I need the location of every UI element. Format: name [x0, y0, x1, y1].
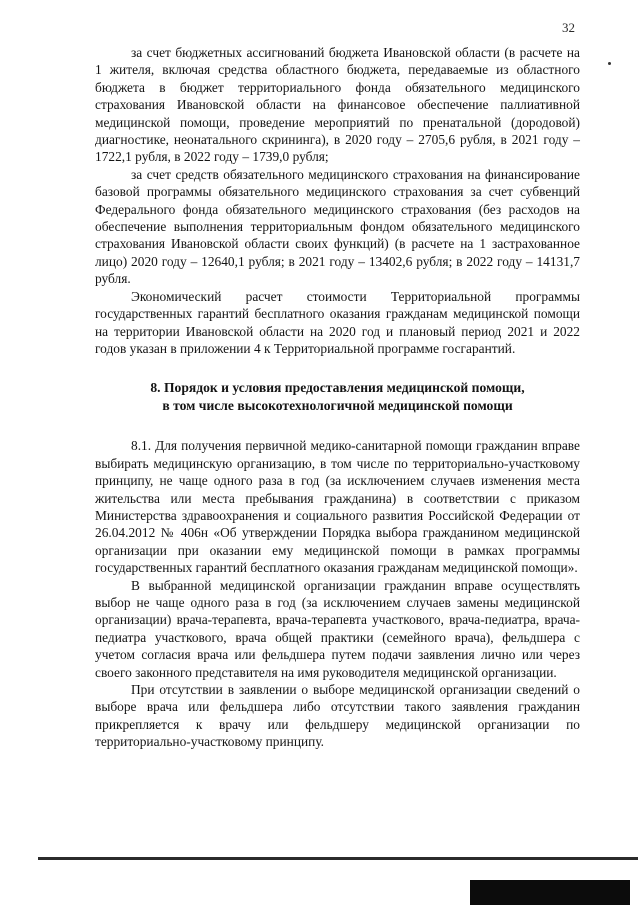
section-heading [95, 379, 580, 415]
paragraph-economic-calculation: Экономический расчет стоимости Территориальной программы государственных гарантий бесплатного оказания гражданам медицинской помощи на территории Ивановской области на 2020 год и плановый период 2021 и 2022 годов указан в приложении 4 к Территориальной программе госгарантий. [95, 288, 580, 356]
paragraph-no-choice: При отсутствии в заявлении о выборе медицинской организации сведений о выборе врача или фельдшера либо отсутствии такого заявления гражданин прикрепляется к врачу или фельдшеру медицинской организации по территориально-участковому принципу. [95, 682, 580, 750]
section-heading-line-1: 8. Порядок и условия предоставления медицинской помощи, [150, 380, 525, 396]
redaction-block [470, 880, 630, 905]
paragraph-doctor-choice: В выбранной медицинской организации гражданин вправе осуществлять выбор не чаще одного раза в год (за исключением случаев замены медицинской организации) врача-терапевта, врача-терапевта участкового, врача-педиатра, врача-педиатра участкового, врача общей практики (семейного врача), фельдшера с учетом согласия врача или фельдшера путем подачи заявления лично или через своего законного представителя на имя руководителя медицинской организации. [95, 577, 580, 680]
paragraph-budget-allocations: за счет бюджетных ассигнований бюджета Ивановской области (в расчете на 1 жителя, включая средства областного бюджета, передаваемые из областного бюджета в бюджет территориального фонда обязательного медицинского страхования Ивановской области на финансовое обеспечение паллиативной медицинской помощи, проведение мероприятий по пренатальной (дородовой) диагностике, неонатального скрининга), в 2020 году – 2705,6 рубля, в 2021 году – 1722,1 рубля, в 2022 году – 1739,0 рубля; [95, 45, 580, 165]
bottom-rule [38, 857, 638, 860]
section-heading-line-2: в том числе высокотехнологичной медицинской помощи [162, 398, 513, 414]
paragraph-8-1: 8.1. Для получения первичной медико-санитарной помощи гражданин вправе выбирать медицинскую организацию, в том числе по территориально-участковому принципу, не чаще одного раза в год (за исключением случаев изменения места жительства или места пребывания гражданина) в соответствии с приказом Министерства здравоохранения и социального развития Российской Федерации от 26.04.2012 № 406н «Об утверждении Порядка выбора гражданином медицинской организации при оказании ему медицинской помощи в рамках программы государственных гарантий бесплатного оказания гражданам медицинской помощи». [95, 438, 580, 576]
document-body [95, 44, 580, 751]
paragraph-oms-funding: за счет средств обязательного медицинского страхования на финансирование базовой программы обязательного медицинского страхования за счет субвенций Федерального фонда обязательного медицинского страхования (без расходов на обеспечение выполнения территориальным фондом обязательного медицинского страхования Ивановской области своих функций) (в расчете на 1 застрахованное лицо) 2020 году – 12640,1 рубля; в 2021 году – 13402,6 рубля; в 2022 году – 14131,7 рубля. [95, 166, 580, 287]
scan-mark [608, 62, 611, 65]
page-number: 32 [562, 20, 575, 35]
